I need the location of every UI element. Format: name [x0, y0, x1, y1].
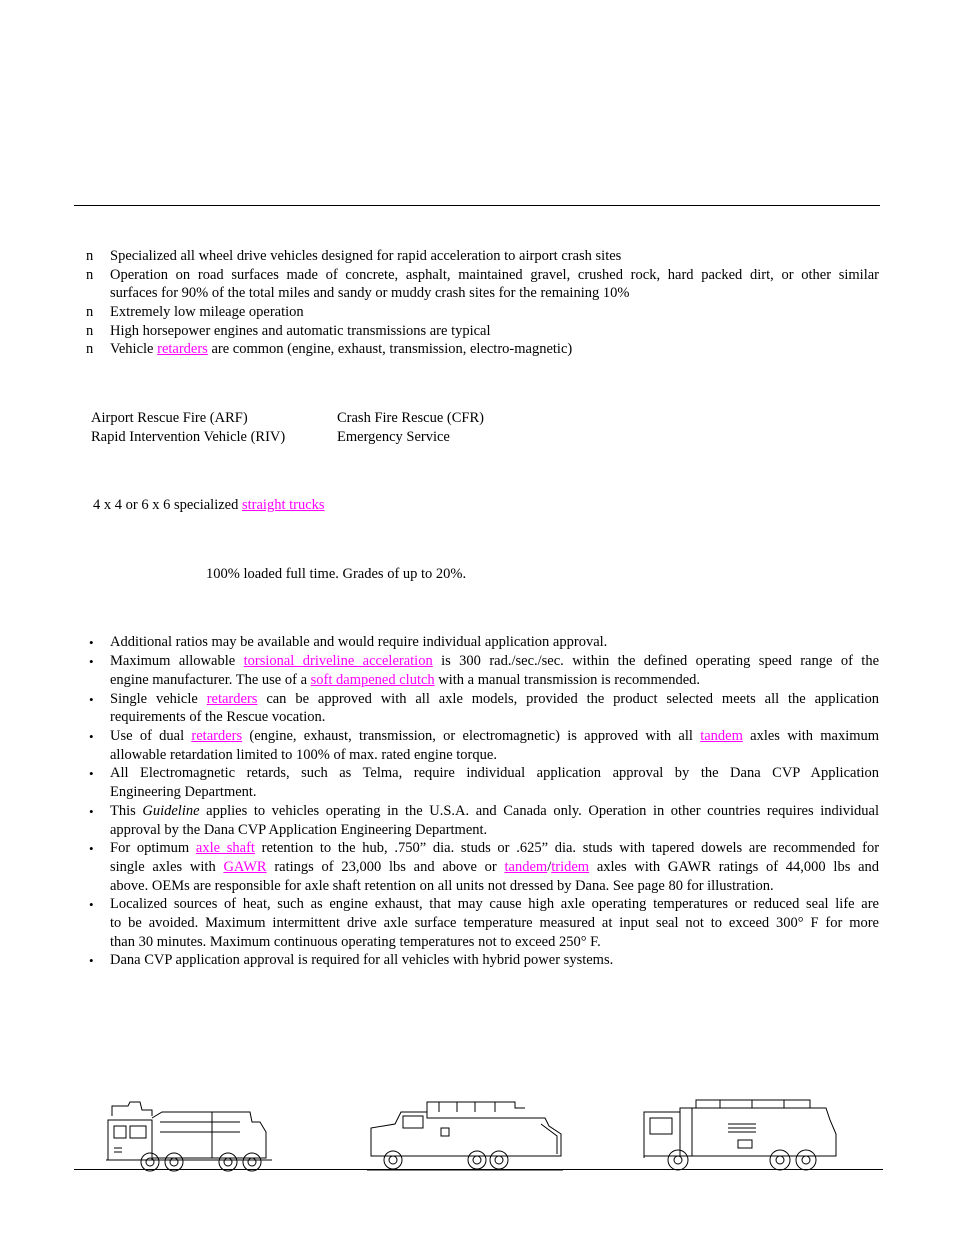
text: / [547, 859, 552, 875]
text: applies to vehicles operating in the U.S.A. and Canada only. Operation in other countries requires individual [206, 803, 880, 819]
text: 4 x 4 or 6 x 6 specialized [93, 497, 242, 513]
arf-truck-illustration [100, 1098, 280, 1172]
torsional-driveline-acceleration-link[interactable]: torsional driveline acceleration [243, 653, 433, 669]
text: Vehicle [110, 341, 158, 357]
text: with a manual transmission is recommended. [438, 672, 701, 688]
note-item-continuation: requirements of the Rescue vocation. [110, 709, 326, 725]
text: axles with maximum [750, 728, 880, 744]
list-item: Specialized all wheel drive vehicles designed for rapid acceleration to airport crash sites [110, 248, 622, 264]
load-condition: 100% loaded full time. Grades of up to 20%. [206, 566, 467, 582]
axle-shaft-link[interactable]: axle shaft [195, 840, 255, 856]
bottom-rule [74, 1169, 883, 1170]
list-item-continuation: surfaces for 90% of the total miles and sandy or muddy crash sites for the remaining 10% [110, 285, 630, 301]
note-item [110, 802, 879, 821]
text: (engine, exhaust, transmission, or electromagnetic) is approved with all [249, 728, 693, 744]
retarders-link[interactable]: retarders [191, 728, 243, 744]
text: are common (engine, exhaust, transmission, electro-magnetic) [207, 341, 573, 357]
name-emergency: Emergency Service [337, 429, 450, 445]
text: can be approved with all axle models, provided the product selected meets all the application [266, 691, 880, 707]
note-item: All Electromagnetic retards, such as Telma, require individual application approval by the Dana CVP Application [110, 765, 879, 781]
vehicle-types [93, 496, 325, 515]
bullet: • [89, 953, 94, 968]
name-cfr: Crash Fire Rescue (CFR) [337, 410, 484, 426]
text: Single vehicle [110, 691, 198, 707]
bullet: • [89, 729, 94, 744]
text: Maximum allowable [110, 653, 236, 669]
bullet: • [89, 841, 94, 856]
note-item-continuation: than 30 minutes. Maximum continuous operating temperatures not to exceed 250° F. [110, 934, 601, 950]
note-item-continuation: approval by the Dana CVP Application Engineering Department. [110, 822, 488, 838]
note-item [110, 690, 879, 709]
note-item-continuation: allowable retardation limited to 100% of max. rated engine torque. [110, 747, 497, 763]
name-riv: Rapid Intervention Vehicle (RIV) [91, 429, 286, 445]
riv-truck-illustration [640, 1098, 840, 1172]
text: retention to the hub, .750” dia. studs or .625” dia. studs with tapered dowels are recommended for [261, 840, 880, 856]
list-marker: n [86, 267, 94, 283]
note-item [110, 727, 879, 746]
name-arf: Airport Rescue Fire (ARF) [91, 410, 248, 426]
top-rule [74, 205, 880, 206]
retarders-link[interactable]: retarders [206, 691, 258, 707]
bullet: • [89, 635, 94, 650]
text: For optimum [110, 840, 190, 856]
bullet: • [89, 897, 94, 912]
note-item-continuation [110, 858, 879, 877]
bullet: • [89, 654, 94, 669]
note-item-continuation: Engineering Department. [110, 784, 257, 800]
list-marker: n [86, 248, 94, 264]
text: is 300 rad./sec./sec. within the defined operating speed range of the [441, 653, 880, 669]
list-item: Operation on road surfaces made of concrete, asphalt, maintained gravel, crushed rock, hard packed dirt, or other similar [110, 267, 879, 283]
straight-trucks-link[interactable]: straight trucks [242, 497, 325, 513]
list-marker: n [86, 323, 94, 339]
text: ratings of 23,000 lbs and above or [274, 859, 497, 875]
text: single axles with [110, 859, 216, 875]
note-item-continuation [110, 671, 879, 690]
note-item: Localized sources of heat, such as engine exhaust, that may cause high axle operating temperatures or reduced seal life are [110, 896, 879, 912]
list-marker: n [86, 304, 94, 320]
bullet: • [89, 766, 94, 781]
retarders-link[interactable]: retarders [157, 341, 208, 357]
guideline-emphasis: Guideline [142, 803, 200, 819]
text: This [110, 803, 136, 819]
tandem-link[interactable]: tandem [504, 859, 548, 875]
note-item [110, 839, 879, 858]
note-item: Dana CVP application approval is required for all vehicles with hybrid power systems. [110, 952, 614, 968]
list-item: Extremely low mileage operation [110, 304, 304, 320]
note-item-continuation: above. OEMs are responsible for axle shaft retention on all units not dressed by Dana. See page 80 for illustration. [110, 878, 774, 894]
gawr-link[interactable]: GAWR [223, 859, 267, 875]
note-item-continuation: to be avoided. Maximum intermittent drive axle surface temperature measured at input seal not to exceed 300° F for more [110, 915, 879, 931]
text: axles with GAWR ratings of 44,000 lbs and [596, 859, 880, 875]
list-marker: n [86, 341, 94, 357]
bullet: • [89, 692, 94, 707]
cfr-truck-illustration [365, 1098, 565, 1172]
note-item: Additional ratios may be available and would require individual application approval. [110, 634, 608, 650]
bullet: • [89, 804, 94, 819]
list-item [110, 340, 879, 359]
list-item: High horsepower engines and automatic transmissions are typical [110, 323, 491, 339]
text: engine manufacturer. The use of a [110, 672, 308, 688]
note-item [110, 652, 879, 671]
tandem-link[interactable]: tandem [700, 728, 743, 744]
soft-dampened-clutch-link[interactable]: soft dampened clutch [310, 672, 435, 688]
text: Use of dual [110, 728, 185, 744]
tridem-link[interactable]: tridem [551, 859, 590, 875]
